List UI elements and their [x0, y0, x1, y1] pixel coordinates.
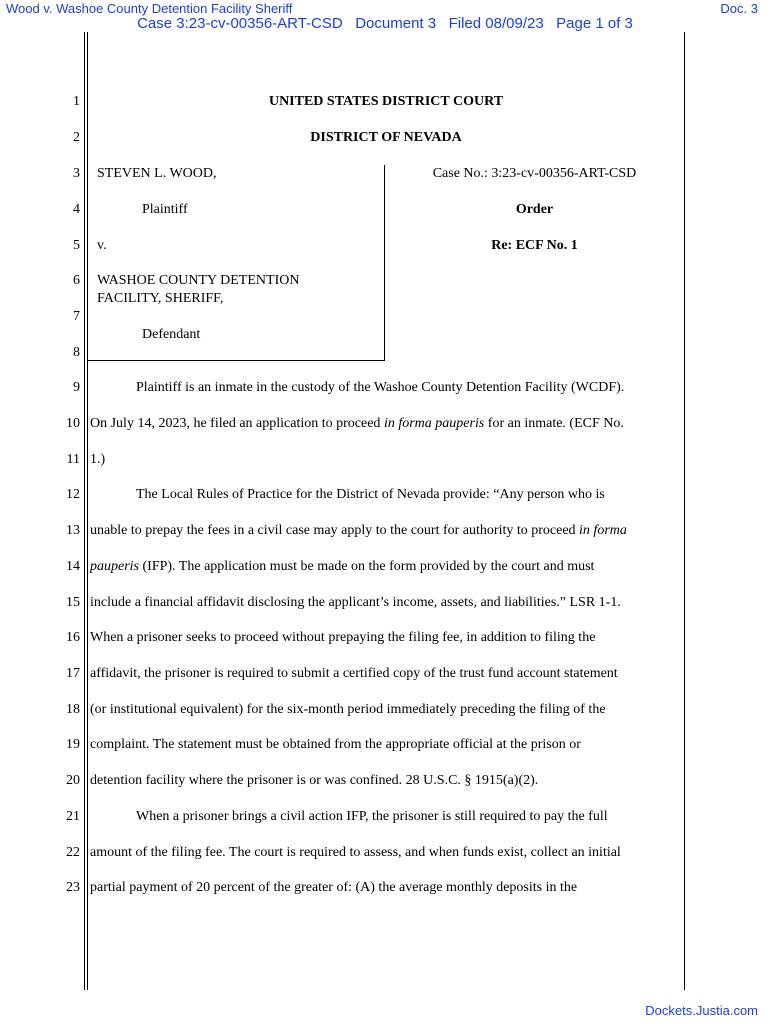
- body-line-13: unable to prepay the fees in a civil case may apply to the court for authority to proceed in forma: [90, 523, 627, 538]
- latin-term: pauperis: [90, 559, 139, 574]
- line-number: 18: [66, 702, 80, 717]
- body-line-19: complaint. The statement must be obtained from the appropriate official at the prison or: [90, 737, 581, 752]
- doc-number-link[interactable]: Doc. 3: [720, 1, 758, 16]
- caption-divider: [384, 165, 385, 361]
- line-number: 1: [73, 94, 80, 109]
- line-number: 8: [73, 345, 80, 360]
- line-number: 22: [66, 845, 80, 860]
- right-margin-rule: [684, 32, 685, 990]
- court-district: DISTRICT OF NEVADA: [310, 130, 462, 145]
- body-line-23: partial payment of 20 percent of the greater of: (A) the average monthly deposits in the: [90, 880, 578, 895]
- court-name: UNITED STATES DISTRICT COURT: [268, 94, 504, 109]
- body-line-10: On July 14, 2023, he filed an application to proceed in forma pauperis for an inmate. (ECF No.: [90, 416, 624, 431]
- line-number: 12: [66, 487, 80, 502]
- line-number: 5: [73, 238, 80, 253]
- defendant-role: Defendant: [142, 327, 201, 342]
- case-title-link[interactable]: Wood v. Washoe County Detention Facility Sheriff: [6, 1, 293, 16]
- body-line-20: detention facility where the prisoner is or was confined. 28 U.S.C. § 1915(a)(2).: [90, 773, 539, 788]
- body-line-22: amount of the filing fee. The court is required to assess, and when funds exist, collect an initial: [90, 845, 621, 860]
- justia-source-link[interactable]: Dockets.Justia.com: [645, 1003, 758, 1018]
- re-ecf-reference: Re: ECF No. 1: [491, 238, 578, 253]
- body-line-16: When a prisoner seeks to proceed without prepaying the filing fee, in addition to filing the: [90, 630, 596, 645]
- body-line-18: (or institutional equivalent) for the six-month period immediately preceding the filing of the: [90, 702, 606, 717]
- line-number: 3: [73, 166, 80, 181]
- latin-term: in forma pauperis: [383, 416, 485, 431]
- line-number: 10: [66, 416, 80, 431]
- line-number: 19: [66, 737, 80, 752]
- body-line-14: pauperis (IFP). The application must be made on the form provided by the court and must: [90, 559, 595, 574]
- line-number: 23: [66, 880, 80, 895]
- versus: v.: [97, 238, 107, 253]
- body-line-9: Plaintiff is an inmate in the custody of the Washoe County Detention Facility (WCDF).: [136, 380, 625, 395]
- line-number: 14: [66, 559, 80, 574]
- line-number: 13: [66, 523, 80, 538]
- plaintiff-role: Plaintiff: [142, 202, 188, 217]
- left-margin-rule-outer: [84, 32, 85, 990]
- defendant-name-line2: FACILITY, SHERIFF,: [97, 291, 224, 306]
- body-line-12: The Local Rules of Practice for the District of Nevada provide: “Any person who is: [136, 487, 605, 502]
- caption-bottom-rule: [88, 360, 385, 361]
- case-number: Case No.: 3:23-cv-00356-ART-CSD: [432, 166, 637, 181]
- line-number: 6: [73, 273, 80, 288]
- line-number: 15: [66, 595, 80, 610]
- line-number: 2: [73, 130, 80, 145]
- line-number: 9: [73, 380, 80, 395]
- body-line-11: 1.): [90, 452, 106, 467]
- line-number: 4: [73, 202, 80, 217]
- ecf-filing-header: Case 3:23-cv-00356-ART-CSD Document 3 Filed 08/09/23 Page 1 of 3: [137, 15, 633, 32]
- line-number: 7: [73, 309, 80, 324]
- line-number: 20: [66, 773, 80, 788]
- line-number: 11: [66, 452, 80, 467]
- line-number: 16: [66, 630, 80, 645]
- latin-term: in forma: [579, 523, 627, 538]
- document-type: Order: [515, 202, 554, 217]
- line-number: 21: [66, 809, 80, 824]
- line-number: 17: [66, 666, 80, 681]
- defendant-name-line1: WASHOE COUNTY DETENTION: [97, 273, 300, 288]
- body-line-17: affidavit, the prisoner is required to submit a certified copy of the trust fund account statement: [90, 666, 618, 681]
- plaintiff-name: STEVEN L. WOOD,: [97, 166, 217, 181]
- body-line-15: include a financial affidavit disclosing the applicant’s income, assets, and liabilities.” LSR 1-1.: [90, 595, 621, 610]
- body-line-21: When a prisoner brings a civil action IFP, the prisoner is still required to pay the full: [136, 809, 608, 824]
- left-margin-rule-inner: [87, 32, 88, 990]
